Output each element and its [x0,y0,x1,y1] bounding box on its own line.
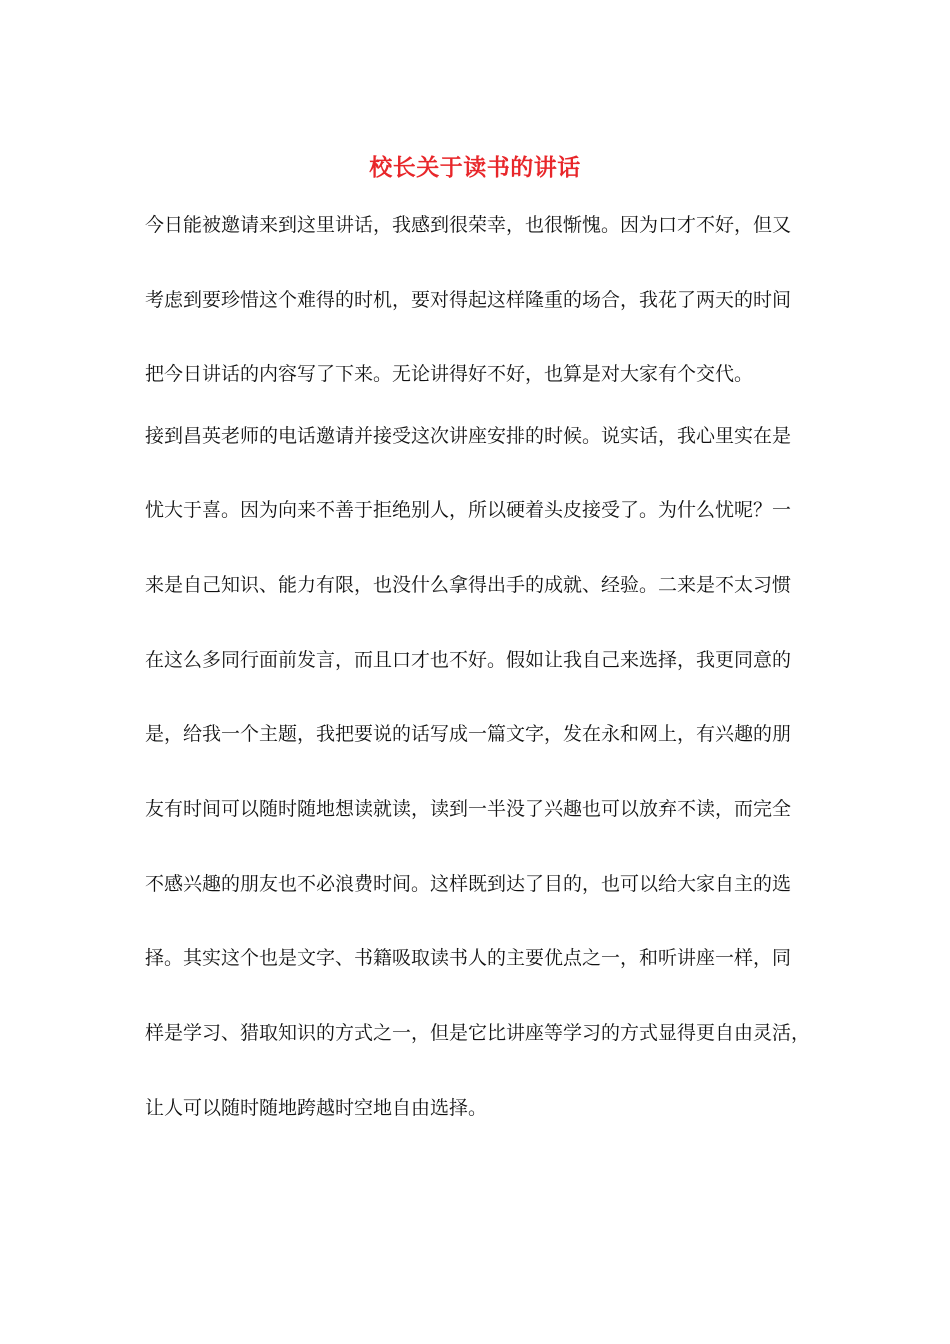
body-line: 接到昌英老师的电话邀请并接受这次讲座安排的时候。说实话，我心里实在是 [145,425,792,447]
body-line: 在这么多同行面前发言，而且口才也不好。假如让我自己来选择，我更同意的 [145,649,792,671]
body-line: 考虑到要珍惜这个难得的时机，要对得起这样隆重的场合，我花了两天的时间 [145,289,792,311]
body-line: 样是学习、猎取知识的方式之一，但是它比讲座等学习的方式显得更自由灵活， [145,1022,811,1044]
body-line: 把今日讲话的内容写了下来。无论讲得好不好，也算是对大家有个交代。 [145,363,754,385]
document-title: 校长关于读书的讲话 [369,154,581,181]
body-line: 忧大于喜。因为向来不善于拒绝别人，所以硬着头皮接受了。为什么忧呢？一 [145,499,792,521]
body-line: 让人可以随时随地跨越时空地自由选择。 [145,1097,488,1119]
body-line: 来是自己知识、能力有限，也没什么拿得出手的成就、经验。二来是不太习惯 [145,574,792,596]
body-line: 不感兴趣的朋友也不必浪费时间。这样既到达了目的，也可以给大家自主的选 [145,873,792,895]
body-line: 今日能被邀请来到这里讲话，我感到很荣幸，也很惭愧。因为口才不好，但又 [145,214,792,236]
body-line: 是，给我一个主题，我把要说的话写成一篇文字，发在永和网上，有兴趣的朋 [145,723,792,745]
body-line: 友有时间可以随时随地想读就读，读到一半没了兴趣也可以放弃不读，而完全 [145,798,792,820]
body-line: 择。其实这个也是文字、书籍吸取读书人的主要优点之一，和听讲座一样，同 [145,947,792,969]
